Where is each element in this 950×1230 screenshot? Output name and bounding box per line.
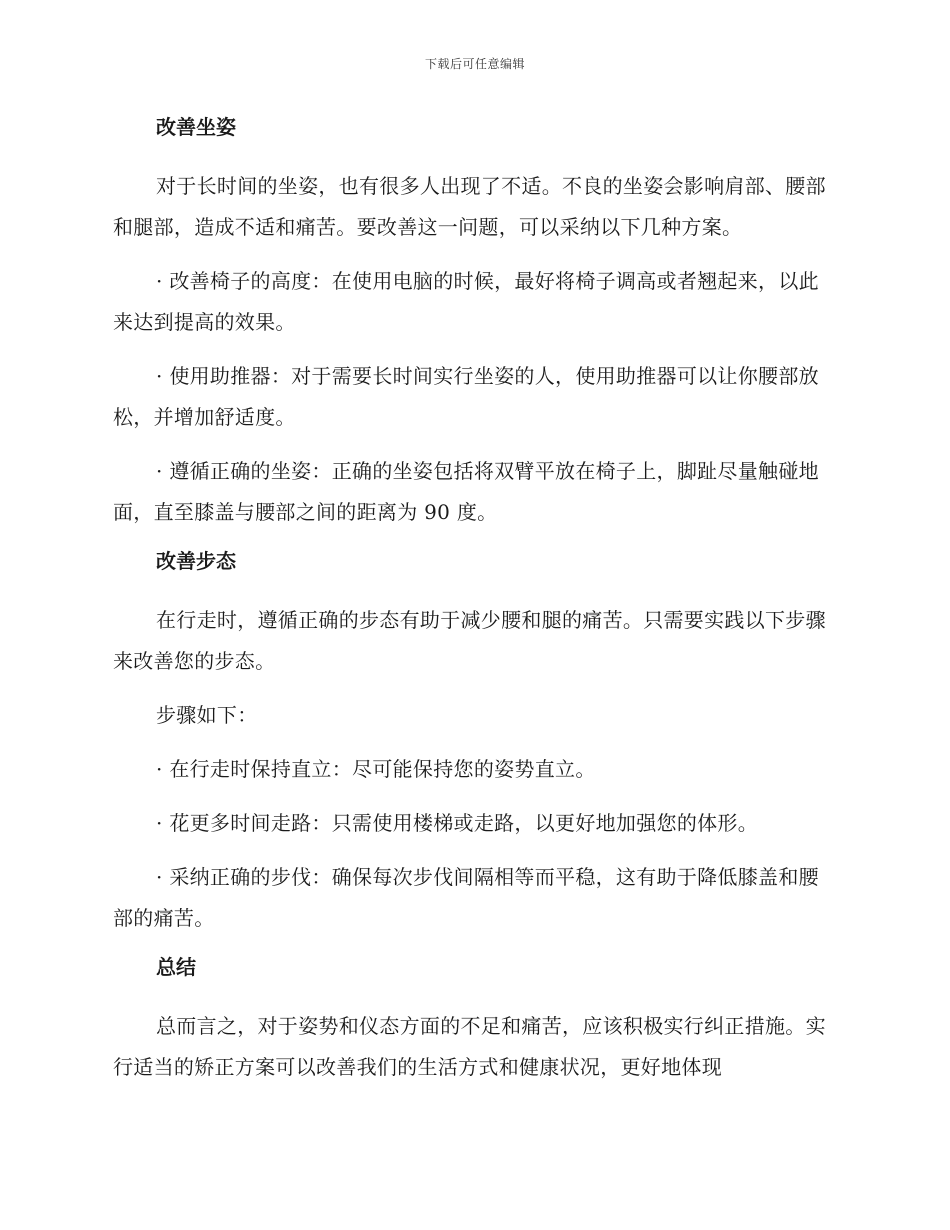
list-item: · 改善椅子的高度：在使用电脑的时候，最好将椅子调高或者翘起来，以此来达到提高的效果。 <box>113 269 819 334</box>
paragraph: 对于长时间的坐姿，也有很多人出现了不适。不良的坐姿会影响肩部、腰部和腿部，造成不适和痛苦。要改善这一问题，可以采纳以下几种方案。 <box>113 174 826 239</box>
document-body <box>113 112 835 1088</box>
list-item: · 遵循正确的坐姿：正确的坐姿包括将双臂平放在椅子上，脚趾尽量触碰地面，直至膝盖与腰部之间的距离为 90 度。 <box>113 459 819 524</box>
list-item: · 花更多时间走路：只需使用楼梯或走路，以更好地加强您的体形。 <box>156 811 759 835</box>
list-item: · 采纳正确的步伐：确保每次步伐间隔相等而平稳，这有助于降低膝盖和腰部的痛苦。 <box>113 865 819 930</box>
list-item: · 在行走时保持直立：尽可能保持您的姿势直立。 <box>156 757 596 781</box>
paragraph: 在行走时，遵循正确的步态有助于减少腰和腿的痛苦。只需要实践以下步骤来改善您的步态。 <box>113 608 826 673</box>
section-title-sitting: 改善坐姿 <box>156 115 236 139</box>
page-header-note: 下载后可任意编辑 <box>424 57 525 71</box>
paragraph: 总而言之，对于姿势和仪态方面的不足和痛苦，应该积极实行纠正措施。实行适当的矫正方案可以改善我们的生活方式和健康状况，更好地体现 <box>113 1014 826 1079</box>
section-title-gait: 改善步态 <box>156 549 236 573</box>
list-item: · 使用助推器：对于需要长时间实行坐姿的人，使用助推器可以让你腰部放松，并增加舒适度。 <box>113 364 819 429</box>
section-title-summary: 总结 <box>156 955 196 979</box>
paragraph: 步骤如下： <box>156 703 258 727</box>
